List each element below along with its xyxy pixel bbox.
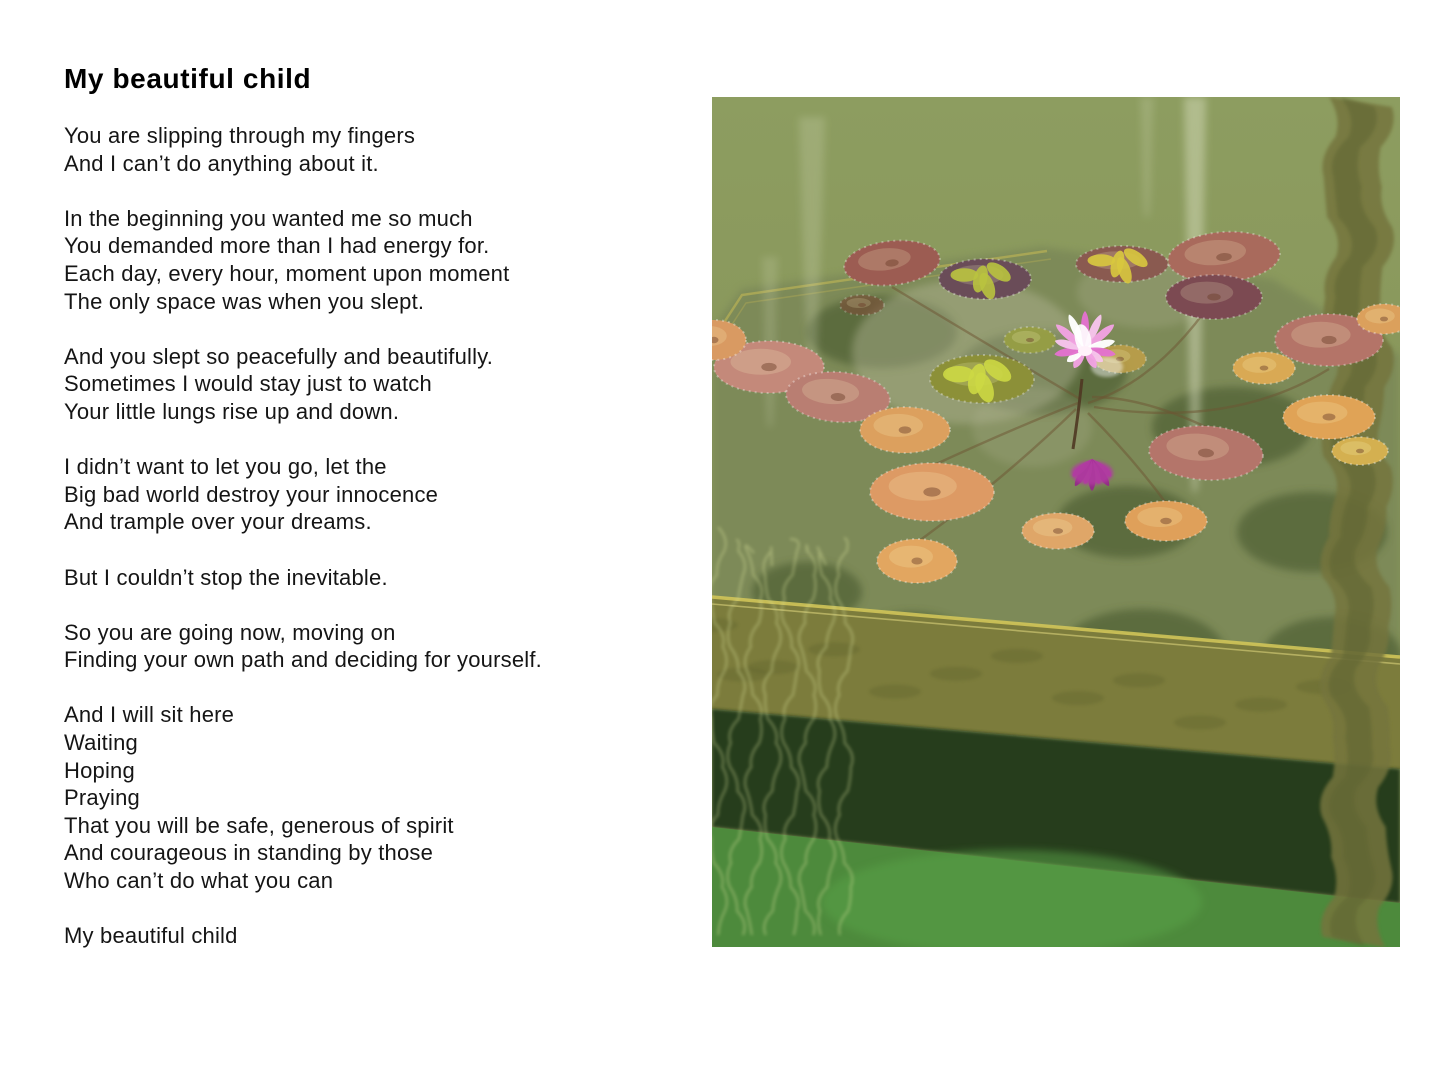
poem-line: And I will sit here	[64, 702, 235, 728]
pond-photo	[712, 97, 1400, 947]
lily-pad	[877, 539, 957, 583]
poem-body	[64, 122, 712, 950]
poem-line: My beautiful child	[64, 923, 238, 949]
lily-pad	[1357, 304, 1400, 334]
poem-line: And trample over your dreams.	[64, 509, 372, 535]
poem-stanza	[64, 205, 712, 315]
poem-stanza	[64, 122, 712, 177]
poem-line: In the beginning you wanted me so much	[64, 205, 473, 231]
lily-pad	[870, 463, 994, 521]
poem-stanza	[64, 701, 712, 894]
poem-line: Praying	[64, 785, 140, 811]
poem-line: Sometimes I would stay just to watch	[64, 371, 432, 397]
lily-pad	[1125, 501, 1207, 541]
lily-pad	[1332, 437, 1388, 465]
poem-line: I didn’t want to let you go, let the	[64, 454, 387, 480]
poem-line: You are slipping through my fingers	[64, 123, 416, 148]
lily-pad	[1233, 352, 1295, 384]
moss-mottle	[1113, 673, 1165, 687]
lily-pad	[1022, 513, 1094, 549]
pond-photo-svg	[712, 97, 1400, 947]
poem-stanza	[64, 619, 712, 674]
poem-line: Waiting	[64, 730, 138, 756]
poem-line: And I can’t do anything about it.	[64, 150, 379, 176]
poem-line: Hoping	[64, 757, 135, 783]
moss-mottle	[1052, 691, 1104, 705]
poem-stanza	[64, 564, 712, 592]
poem-line: That you will be safe, generous of spirit	[64, 812, 454, 838]
lily-pad	[1283, 395, 1375, 439]
lily-pad	[840, 295, 884, 315]
poem-stanza	[64, 453, 712, 536]
moss-mottle	[1235, 698, 1287, 712]
poem-line: Each day, every hour, moment upon moment	[64, 260, 510, 286]
poem-section	[64, 62, 712, 950]
moss-mottle	[869, 685, 921, 699]
poem-line: The only space was when you slept.	[64, 288, 425, 314]
poem-line: And courageous in standing by those	[64, 840, 434, 866]
moss-mottle	[991, 649, 1043, 663]
poem-line: Who can’t do what you can	[64, 868, 334, 894]
moss-mottle	[1174, 715, 1226, 729]
lily-pad	[1166, 275, 1262, 319]
poem-stanza	[64, 922, 712, 950]
poem-line: You demanded more than I had energy for.	[64, 233, 490, 259]
poem-line: Finding your own path and deciding for yourself.	[64, 647, 542, 673]
lily-pad	[1004, 327, 1056, 353]
poem-line: So you are going now, moving on	[64, 619, 396, 645]
lily-pad	[860, 407, 950, 453]
moss-mottle	[930, 667, 982, 681]
poem-title: My beautiful child	[64, 63, 312, 94]
poem-line: Big bad world destroy your innocence	[64, 481, 439, 507]
poem-line: Your little lungs rise up and down.	[64, 398, 400, 424]
poem-line: But I couldn’t stop the inevitable.	[64, 564, 388, 590]
poem-stanza	[64, 343, 712, 426]
poem-line: And you slept so peacefully and beautifully.	[64, 343, 494, 369]
